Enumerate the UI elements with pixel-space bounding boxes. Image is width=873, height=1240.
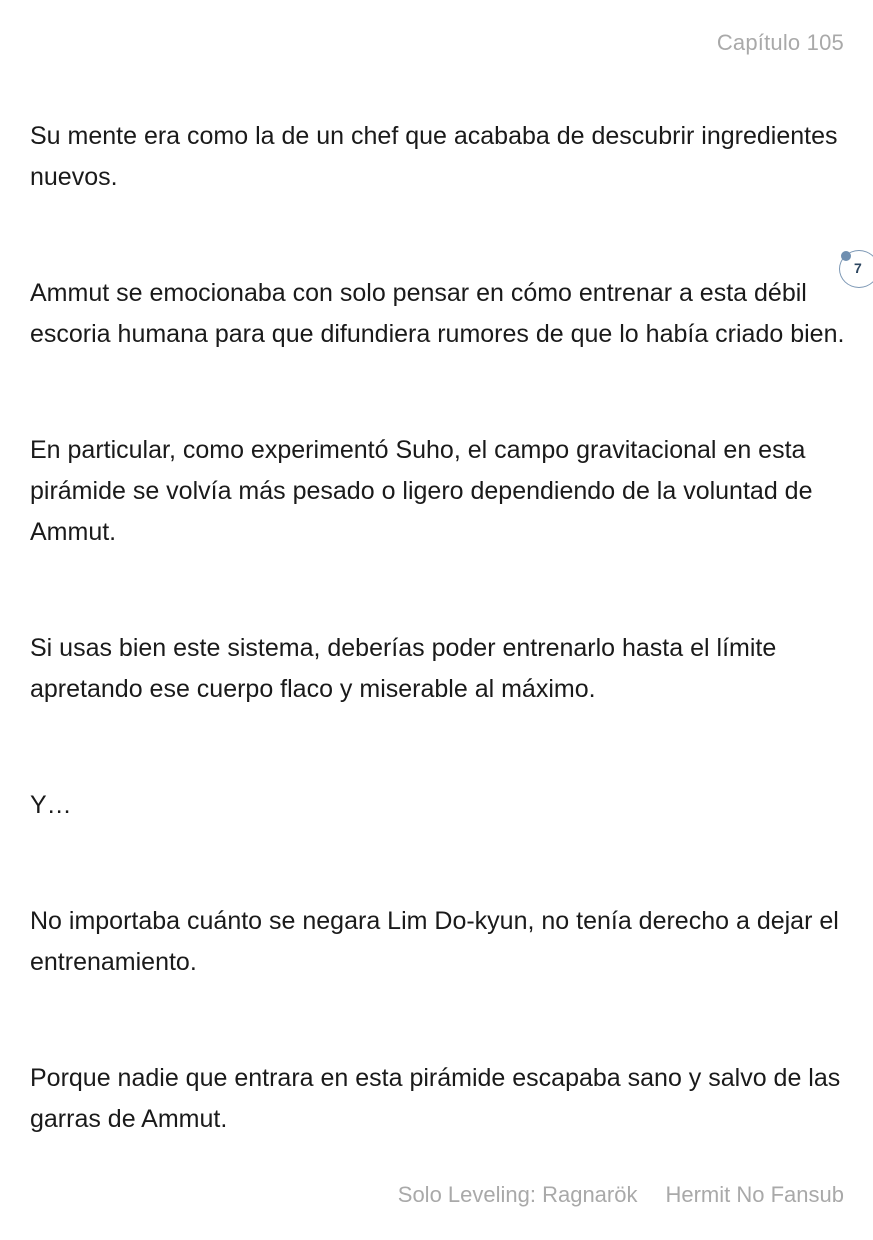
chapter-title: Capítulo 105 [716,30,844,55]
page-indicator-number: 7 [854,260,862,276]
page-indicator-badge[interactable] [839,250,873,288]
footer-book-title: Solo Leveling: Ragnarök [397,1182,638,1207]
paragraph: Porque nadie que entrara en esta pirámide escapaba sano y salvo de las garras de Ammut. [30,1064,841,1133]
paragraph: Ammut se emocionaba con solo pensar en cómo entrenar a esta débil escoria humana para que difundiera rumores de que lo había criado bien. [30,279,845,348]
paragraph: No importaba cuánto se negara Lim Do-kyun, no tenía derecho a dejar el entrenamiento. [30,907,839,976]
indicator-dot-icon [841,251,851,261]
paragraph: Su mente era como la de un chef que acababa de descubrir ingredientes nuevos. [30,122,838,191]
reading-content [30,116,850,1140]
paragraph: En particular, como experimentó Suho, el campo gravitacional en esta pirámide se volvía más pesado o ligero dependiendo de la voluntad de Ammut. [30,436,813,546]
footer-credit: Hermit No Fansub [665,1182,844,1207]
paragraph: Y… [30,791,72,819]
footer [398,1182,844,1208]
paragraph: Si usas bien este sistema, deberías poder entrenarlo hasta el límite apretando ese cuerpo flaco y miserable al máximo. [30,634,777,703]
